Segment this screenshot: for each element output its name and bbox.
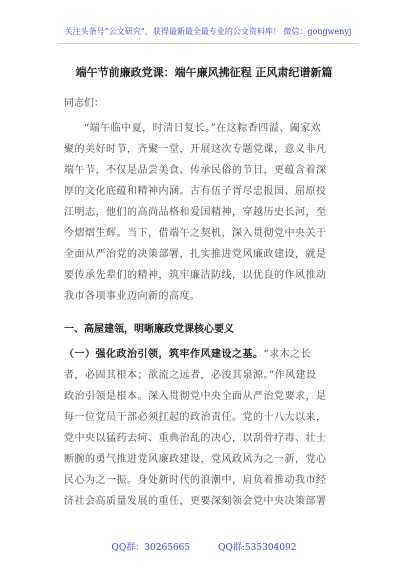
paragraph-line: 济社会高质量发展的重任，更要深刻领会党中央决策部署 [64, 496, 327, 507]
paragraph-line: 厚的文化底蕴和精神内涵。古有伍子胥尽忠报国、屈原投 [64, 186, 327, 197]
paragraph-2 [64, 344, 354, 512]
paragraph-line: 要传承先辈们的精神，筑牢廉洁防线，以优良的作风推动 [64, 270, 327, 281]
footer-contacts [0, 540, 408, 553]
paragraph-line: 民心为之一振。身处新时代的浪潮中，肩负着推动我市经 [64, 475, 327, 486]
paragraph-1 [64, 118, 354, 307]
paragraph-line: 聚的美好时节，齐聚一堂，开展这次专题党课，意义非凡 [64, 144, 327, 155]
paragraph-line: 端午节，不仅是品尝美食、传承民俗的节日，更蕴含着深 [64, 165, 327, 176]
promo-banner: 关注头条号“公文研究”，获得最新最全最专业的公文资料库！ 微信：gongwenyj [58, 26, 358, 44]
paragraph-line-tail: “求木之长 [263, 349, 312, 360]
paragraph-line: 我市各项事业迈向新的高度。 [64, 291, 201, 302]
subheading: （一）强化政治引领，筑牢作风建设之基。 [64, 349, 264, 360]
paragraph-line: 党中央以猛药去疴、重典治乱的决心，以刮骨疗毒、壮士 [64, 433, 327, 444]
paragraph-line: 江明志，他们的高尚品格和爱国精神，穿越历史长河，至 [64, 207, 327, 218]
paragraph-line [64, 344, 354, 365]
paragraph-line: 断腕的勇气推进党风廉政建设，党风政风为之一新，党心 [64, 454, 327, 465]
qq-group-1: QQ群：30265665 [111, 543, 191, 553]
qq-group-2: QQ群:535304092 [218, 543, 297, 553]
paragraph-line: 政治引领是根本。深入贯彻党中央全面从严治党要求，是 [64, 391, 327, 402]
paragraph-line: “端午临中夏，时清日复长。”在这粽香四溢、阖家欢 [84, 123, 322, 134]
section-heading: 一、高屋建瓴，明晰廉政党课核心要义 [64, 324, 234, 335]
paragraph-line: 者，必固其根本；欲流之远者，必浚其泉源。”作风建设 [64, 370, 317, 381]
paragraph-line: 每一位党员干部必须扛起的政治责任。党的十八大以来， [64, 412, 327, 423]
paragraph-line: 今熠熠生辉。当下，借端午之契机，深入贯彻党中央关于 [64, 228, 327, 239]
paragraph-line: 全面从严治党的决策部署，扎实推进党风廉政建设，就是 [64, 249, 327, 260]
document-title: 端午节前廉政党课：端午廉风拂征程 正风肃纪谱新篇 [75, 66, 333, 79]
salutation: 同志们： [64, 98, 104, 109]
